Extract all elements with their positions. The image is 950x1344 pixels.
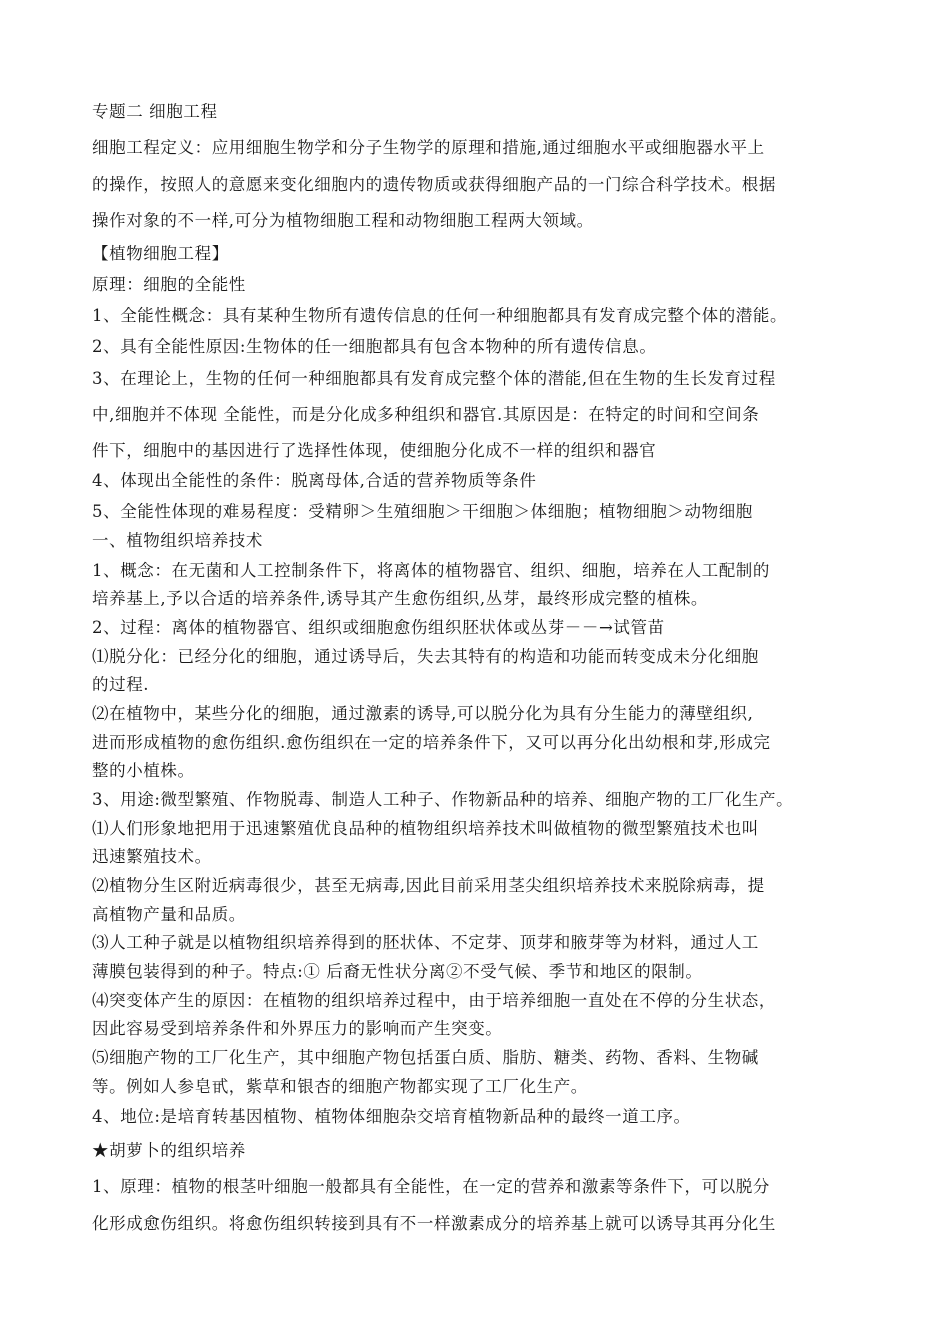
text-line: 2、过程：离体的植物器官、组织或细胞愈伤组织胚状体或丛芽－－→试管苗 — [92, 618, 665, 637]
text-line: 等。例如人参皂甙，紫草和银杏的细胞产物都实现了工厂化生产。 — [92, 1077, 588, 1096]
text-line: ⑴人们形象地把用于迅速繁殖优良品种的植物组织培养技术叫做植物的微型繁殖技术也叫 — [92, 819, 759, 838]
text-line: ⑵植物分生区附近病毒很少，甚至无病毒,因此目前采用茎尖组织培养技术来脱除病毒，提 — [92, 876, 765, 895]
subsection-heading: 【植物细胞工程】 — [92, 244, 229, 263]
section-title: 专题二 细胞工程 — [92, 102, 218, 121]
text-line: 3、用途:微型繁殖、作物脱毒、制造人工种子、作物新品种的培养、细胞产物的工厂化生产。 — [92, 790, 794, 809]
subsection-heading: ★胡萝卜的组织培养 — [92, 1141, 246, 1160]
text-line: 化形成愈伤组织。将愈伤组织转接到具有不一样激素成分的培养基上就可以诱导其再分化生 — [92, 1214, 776, 1233]
text-line: 的操作，按照人的意愿来变化细胞内的遗传物质或获得细胞产品的一门综合科学技术。根据 — [92, 175, 776, 194]
text-line: 进而形成植物的愈伤组织.愈伤组织在一定的培养条件下，又可以再分化出幼根和芽,形成完 — [92, 733, 771, 752]
text-line: 2、具有全能性原因:生物体的任一细胞都具有包含本物种的所有遗传信息。 — [92, 337, 657, 356]
subsection-heading: 一、植物组织培养技术 — [92, 531, 263, 550]
text-line: 迅速繁殖技术。 — [92, 847, 212, 866]
text-line: 4、体现出全能性的条件：脱离母体,合适的营养物质等条件 — [92, 471, 537, 490]
text-line: ⑵在植物中，某些分化的细胞，通过激素的诱导,可以脱分化为具有分生能力的薄壁组织, — [92, 704, 754, 723]
text-line: ⑶人工种子就是以植物组织培养得到的胚状体、不定芽、顶芽和腋芽等为材料，通过人工 — [92, 933, 759, 952]
text-line: 整的小植株。 — [92, 761, 195, 780]
text-line: 薄膜包装得到的种子。特点:① 后裔无性状分离②不受气候、季节和地区的限制。 — [92, 962, 703, 981]
text-line: 高植物产量和品质。 — [92, 905, 246, 924]
text-line: ⑴脱分化：已经分化的细胞，通过诱导后，失去其特有的构造和功能而转变成未分化细胞 — [92, 647, 759, 666]
text-line: 因此容易受到培养条件和外界压力的影响而产生突变。 — [92, 1019, 503, 1038]
text-line: 培养基上,予以合适的培养条件,诱导其产生愈伤组织,丛芽，最终形成完整的植株。 — [92, 589, 709, 608]
text-line: ⑸细胞产物的工厂化生产，其中细胞产物包括蛋白质、脂肪、糖类、药物、香料、生物碱 — [92, 1048, 759, 1067]
text-line: 3、在理论上，生物的任何一种细胞都具有发育成完整个体的潜能,但在生物的生长发育过程 — [92, 369, 776, 388]
text-line: ⑷突变体产生的原因：在植物的组织培养过程中，由于培养细胞一直处在不停的分生状态， — [92, 991, 776, 1010]
text-line: 1、原理：植物的根茎叶细胞一般都具有全能性，在一定的营养和激素等条件下，可以脱分 — [92, 1177, 770, 1196]
text-line: 1、概念：在无菌和人工控制条件下，将离体的植物器官、组织、细胞，培养在人工配制的 — [92, 561, 770, 580]
text-line: 的过程. — [92, 675, 150, 694]
text-line: 件下，细胞中的基因进行了选择性体现，使细胞分化成不一样的组织和器官 — [92, 441, 657, 460]
text-line: 操作对象的不一样,可分为植物细胞工程和动物细胞工程两大领域。 — [92, 211, 594, 230]
text-line: 4、地位:是培育转基因植物、植物体细胞杂交培育植物新品种的最终一道工序。 — [92, 1107, 691, 1126]
text-line: 细胞工程定义：应用细胞生物学和分子生物学的原理和措施,通过细胞水平或细胞器水平上 — [92, 138, 765, 157]
text-line: 中,细胞并不体现 全能性，而是分化成多种组织和器官.其原因是：在特定的时间和空间条 — [92, 405, 760, 424]
text-line: 5、全能性体现的难易程度：受精卵＞生殖细胞＞干细胞＞体细胞；植物细胞＞动物细胞 — [92, 502, 753, 521]
text-line: 原理：细胞的全能性 — [92, 275, 246, 294]
text-line: 1、全能性概念：具有某种生物所有遗传信息的任何一种细胞都具有发育成完整个体的潜能。 — [92, 306, 788, 325]
